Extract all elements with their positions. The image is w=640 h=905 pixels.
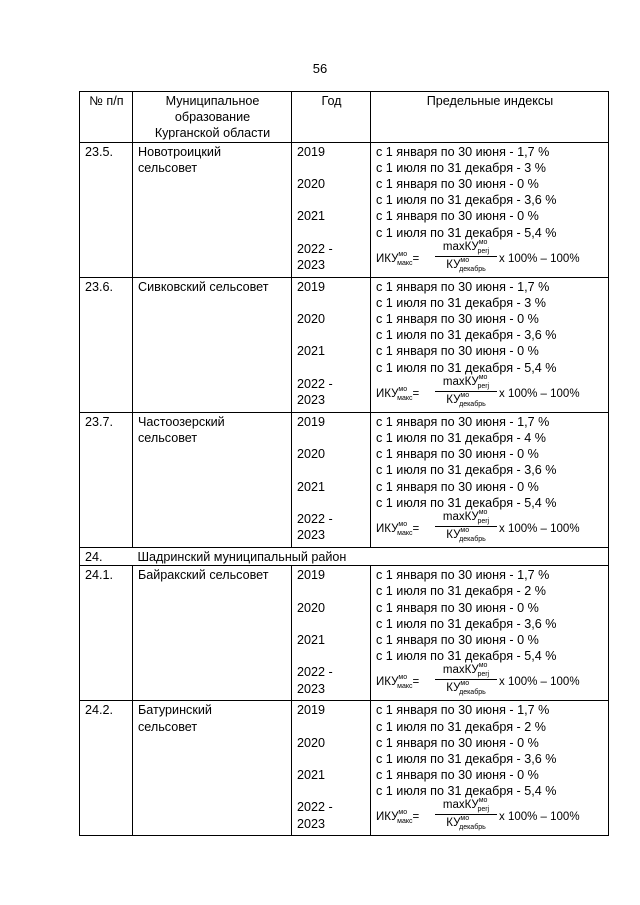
header-num: № п/п [80,92,133,143]
year-line: 2019 [297,414,326,429]
index-line: с 1 июля по 31 декабря - 3 % [376,295,546,310]
row-number: 24.1. [80,566,133,701]
year-cell [292,277,371,412]
index-line: с 1 июля по 31 декабря - 5,4 % [376,360,557,375]
table-row [80,277,609,412]
index-cell [371,142,609,277]
municipality-name-line: сельсовет [138,719,198,734]
year-line: 2023 [297,816,326,831]
header-indexes: Предельные индексы [371,92,609,143]
index-line: с 1 января по 30 июня - 0 % [376,479,539,494]
table-row [80,142,609,277]
index-line: с 1 июля по 31 декабря - 2 % [376,584,546,599]
year-cell [292,566,371,701]
index-line: с 1 июля по 31 декабря - 3,6 % [376,193,557,208]
formula-tail: x 100% – 100% [499,387,580,400]
index-line: с 1 января по 30 июня - 1,7 % [376,279,550,294]
index-line: с 1 января по 30 июня - 1,7 % [376,568,550,583]
index-line: с 1 июля по 31 декабря - 3,6 % [376,751,557,766]
year-line [297,583,366,599]
table-header-row [80,92,609,143]
year-cell [292,412,371,547]
year-line: 2019 [297,703,326,718]
year-line: 2020 [297,600,326,615]
year-line: 2022 - [297,376,333,391]
year-line: 2023 [297,257,326,272]
table-row [80,566,609,701]
formula-fraction: maxКУ$^{мо}_{perj}$ $КУ^{мо}_{декабрь}$ [435,376,497,408]
index-line: с 1 июля по 31 декабря - 3,6 % [376,616,557,631]
municipality-name [133,701,292,836]
municipality-name [133,277,292,412]
table-row [80,412,609,547]
formula-lhs: $ИКУ^{мо}_{макс}=$ [376,250,420,267]
index-line: с 1 июля по 31 декабря - 5,4 % [376,649,557,664]
municipality-name-line: Новотроицкий [138,144,221,159]
index-formula [376,664,604,700]
index-line: с 1 января по 30 июня - 0 % [376,735,539,750]
year-line [297,751,366,767]
index-line: с 1 июля по 31 декабря - 3 % [376,160,546,175]
index-cell [371,566,609,701]
row-number: 24. [80,547,133,565]
row-number: 23.6. [80,277,133,412]
formula-lhs: $ИКУ^{мо}_{макс}=$ [376,809,420,826]
year-line: 2022 - [297,665,333,680]
index-line: с 1 июля по 31 декабря - 5,4 % [376,225,557,240]
year-line: 2020 [297,447,326,462]
year-line [297,225,366,241]
index-formula [376,799,604,835]
year-line: 2020 [297,312,326,327]
municipality-name-line: Батуринский [138,703,212,718]
year-line: 2019 [297,568,326,583]
index-formula [376,508,604,547]
year-line [297,295,366,311]
section-row [80,547,609,565]
index-line: с 1 июля по 31 декабря - 3,6 % [376,328,557,343]
index-cell [371,412,609,547]
index-formula [376,373,604,412]
year-line: 2023 [297,681,326,696]
index-line: с 1 января по 30 июня - 0 % [376,312,539,327]
formula-fraction: maxКУ$^{мо}_{perj}$ $КУ^{мо}_{декабрь}$ [435,799,497,831]
year-line: 2022 - [297,241,333,256]
header-year: Год [292,92,371,143]
year-line [297,160,366,176]
year-line: 2019 [297,279,326,294]
year-line: 2021 [297,209,326,224]
formula-fraction: maxКУ$^{мо}_{perj}$ $КУ^{мо}_{декабрь}$ [435,241,497,273]
index-line: с 1 июля по 31 декабря - 5,4 % [376,784,557,799]
formula-lhs: $ИКУ^{мо}_{макс}=$ [376,674,420,691]
row-number: 24.2. [80,701,133,836]
year-line [297,616,366,632]
index-line: с 1 января по 30 июня - 1,7 % [376,414,550,429]
formula-lhs: $ИКУ^{мо}_{макс}=$ [376,520,420,537]
index-formula [376,238,604,277]
row-number: 23.7. [80,412,133,547]
index-line: с 1 июля по 31 декабря - 2 % [376,719,546,734]
index-line: с 1 января по 30 июня - 1,7 % [376,703,550,718]
formula-fraction: maxКУ$^{мо}_{perj}$ $КУ^{мо}_{декабрь}$ [435,511,497,543]
index-line: с 1 июля по 31 декабря - 3,6 % [376,463,557,478]
section-title: Шадринский муниципальный район [133,547,609,565]
year-cell [292,142,371,277]
formula-tail: x 100% – 100% [499,676,580,689]
index-line: с 1 января по 30 июня - 1,7 % [376,144,550,159]
year-line: 2021 [297,632,326,647]
year-line: 2020 [297,735,326,750]
index-cell [371,277,609,412]
municipality-name-line: Байракский сельсовет [138,568,269,583]
year-line [297,430,366,446]
page-number: 56 [312,61,328,76]
header-municipality: Муниципальное образование Курганской области [133,92,292,143]
index-line: с 1 июля по 31 декабря - 4 % [376,431,546,446]
year-line [297,495,366,511]
index-line: с 1 января по 30 июня - 0 % [376,600,539,615]
formula-lhs: $ИКУ^{мо}_{макс}=$ [376,385,420,402]
municipality-name-line: сельсовет [138,160,198,175]
municipality-name-line: Частоозерский [138,414,225,429]
year-line: 2020 [297,176,326,191]
index-line: с 1 января по 30 июня - 0 % [376,209,539,224]
year-line: 2019 [297,144,326,159]
municipality-name [133,142,292,277]
municipality-name [133,566,292,701]
year-line [297,327,366,343]
year-line: 2021 [297,344,326,359]
index-line: с 1 января по 30 июня - 0 % [376,768,539,783]
year-line: 2022 - [297,511,333,526]
formula-tail: x 100% – 100% [499,522,580,535]
year-line [297,360,366,376]
table-row [80,701,609,836]
year-line: 2022 - [297,800,333,815]
municipality-name-line: Сивковский сельсовет [138,279,269,294]
index-line: с 1 января по 30 июня - 0 % [376,344,539,359]
year-line [297,719,366,735]
year-line [297,192,366,208]
formula-fraction: maxКУ$^{мо}_{perj}$ $КУ^{мо}_{декабрь}$ [435,664,497,696]
year-line: 2021 [297,768,326,783]
formula-tail: x 100% – 100% [499,252,580,265]
formula-tail: x 100% – 100% [499,811,580,824]
year-line [297,648,366,664]
row-number: 23.5. [80,142,133,277]
municipality-name [133,412,292,547]
year-cell [292,701,371,836]
index-line: с 1 января по 30 июня - 0 % [376,447,539,462]
year-line: 2023 [297,528,326,543]
tariff-index-table [79,91,609,836]
year-line: 2023 [297,393,326,408]
year-line: 2021 [297,479,326,494]
index-line: с 1 января по 30 июня - 0 % [376,632,539,647]
year-line [297,783,366,799]
year-line [297,462,366,478]
index-line: с 1 июля по 31 декабря - 5,4 % [376,495,557,510]
municipality-name-line: сельсовет [138,431,198,446]
index-cell [371,701,609,836]
index-line: с 1 января по 30 июня - 0 % [376,176,539,191]
